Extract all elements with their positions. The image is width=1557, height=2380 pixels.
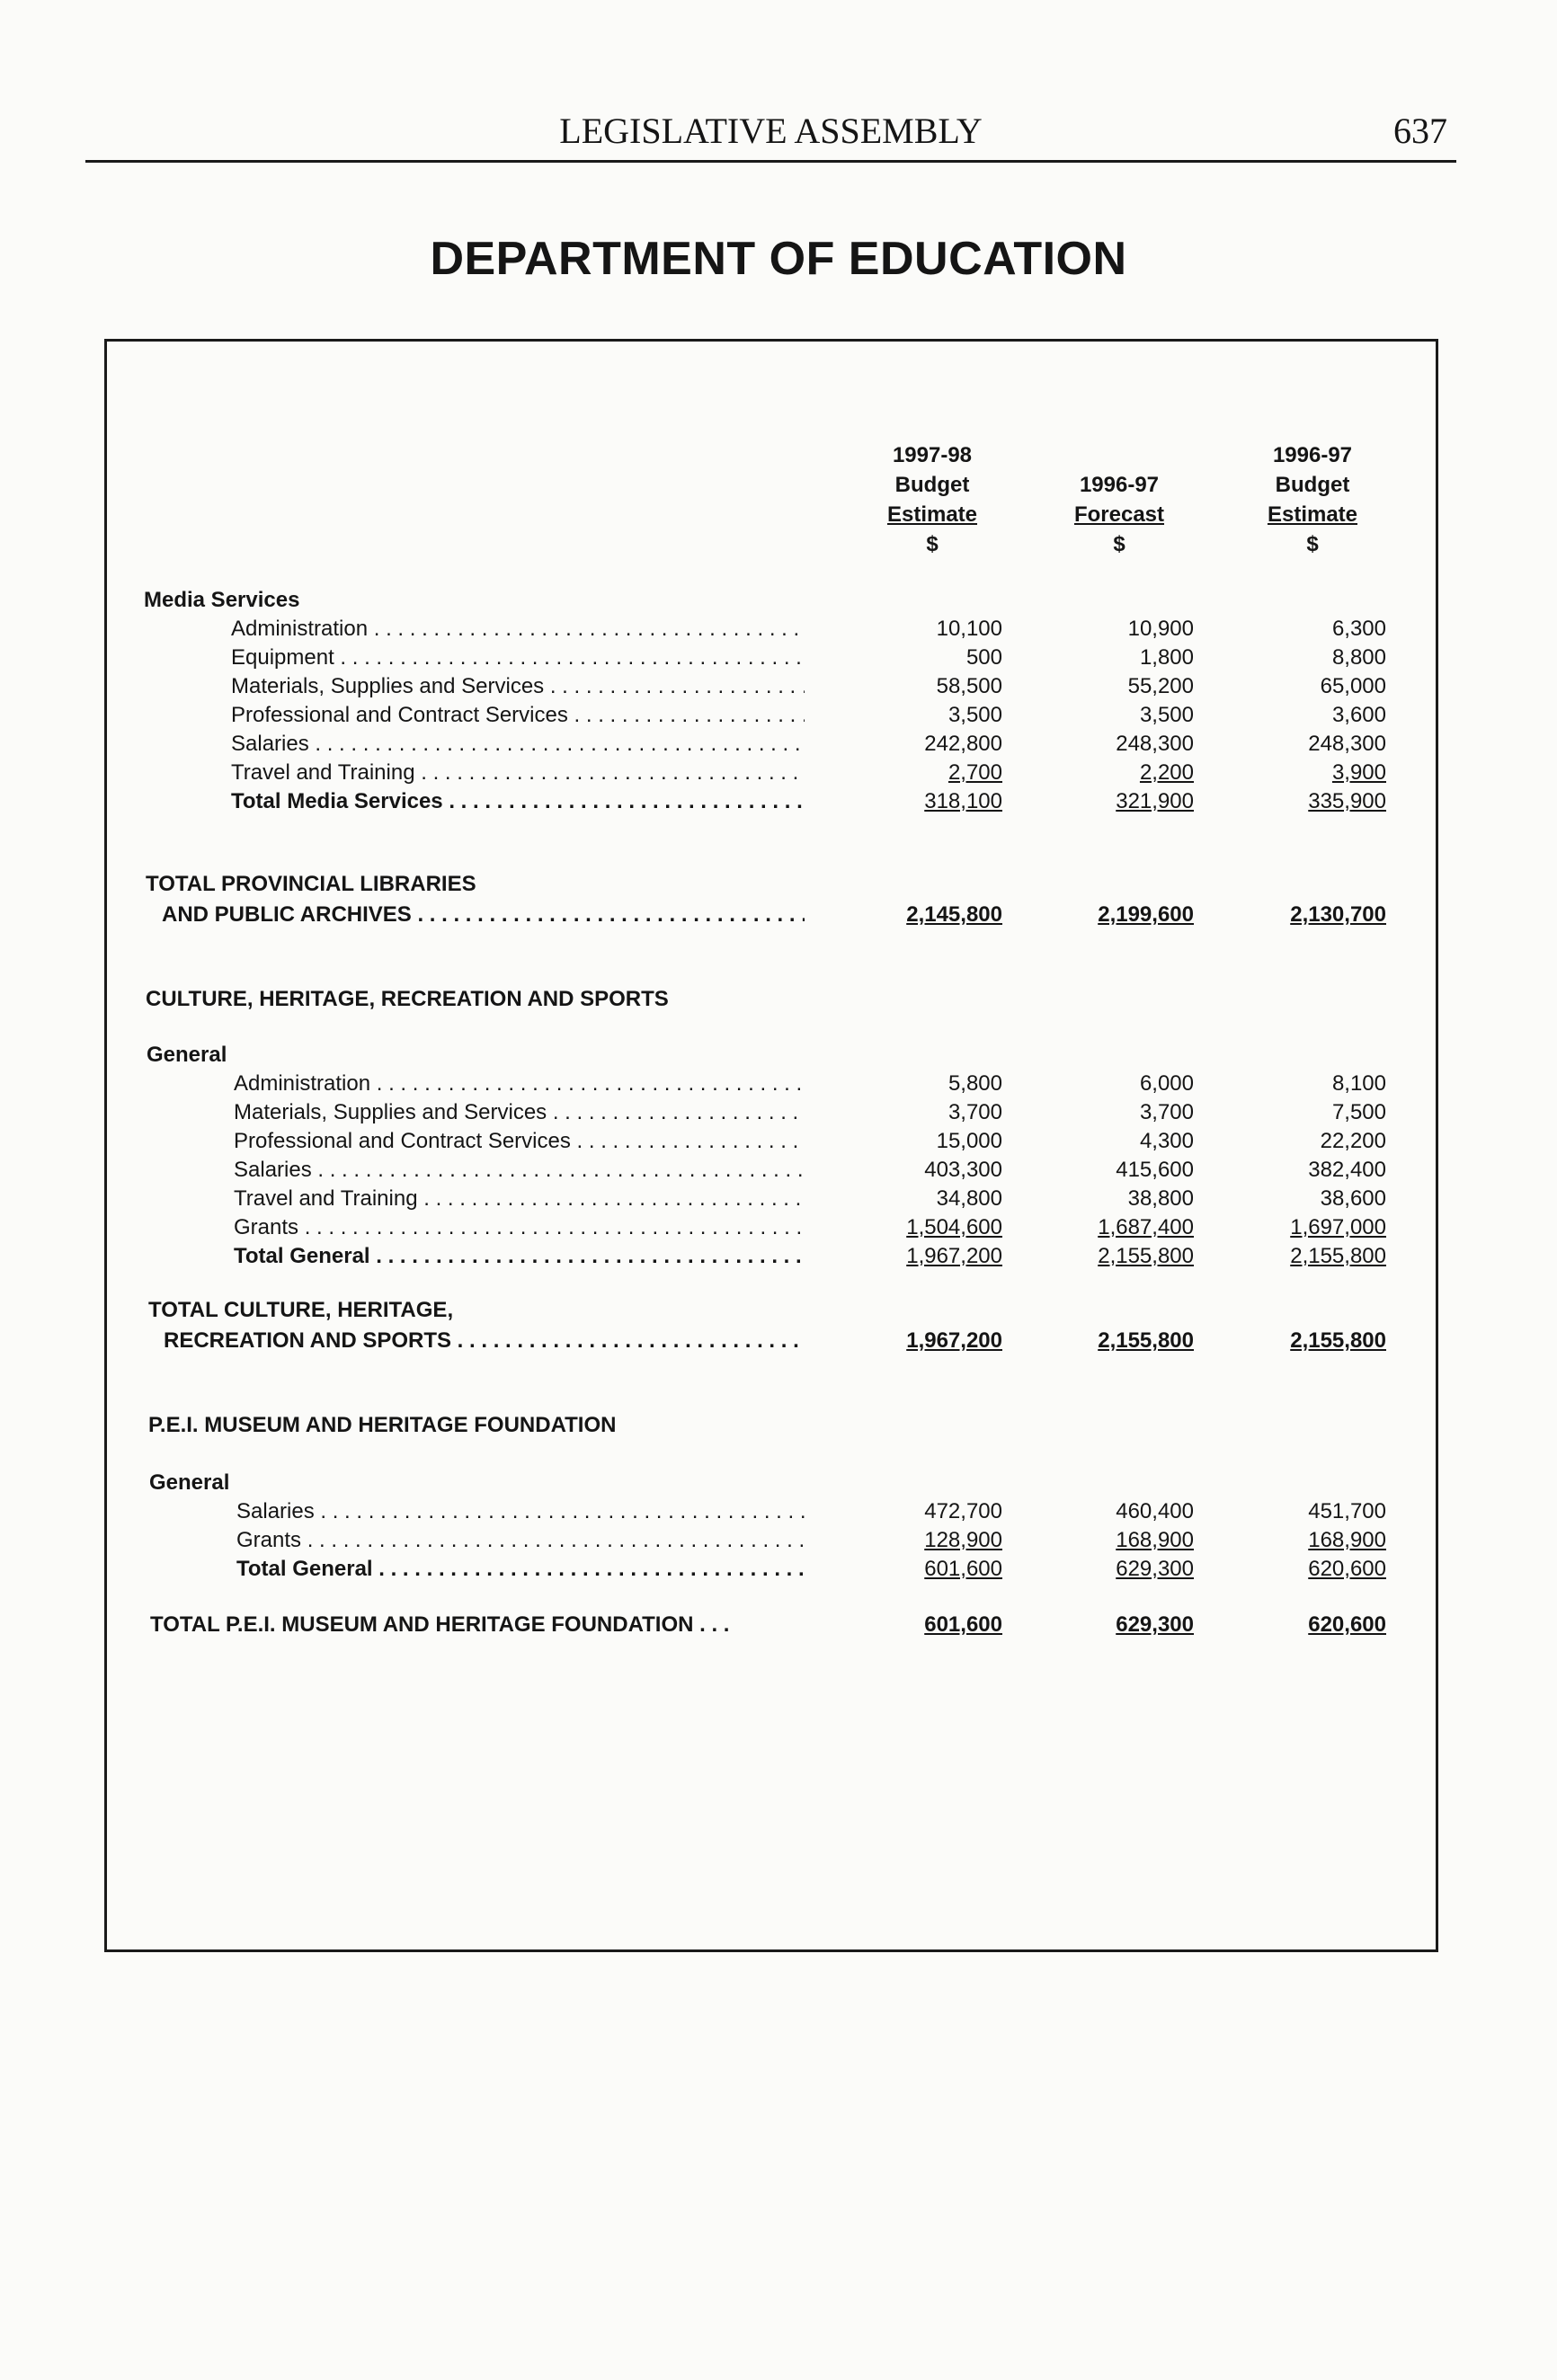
table-row <box>0 759 1557 787</box>
column-unit: $ <box>926 532 939 556</box>
total-heading-line <box>0 1296 1557 1325</box>
value-1996-97-forecast: 460,400 <box>1116 1499 1194 1523</box>
section-heading-culture <box>0 985 1557 1014</box>
value-1997-98-estimate: 2,700 <box>948 760 1002 785</box>
value-1996-97-forecast: 2,155,800 <box>1098 1328 1194 1353</box>
value-1996-97-estimate: 3,900 <box>1331 760 1386 785</box>
row-label: Travel and Training . . . <box>234 1185 805 1213</box>
section-heading-label: P.E.I. MUSEUM AND HERITAGE FOUNDATION <box>148 1413 617 1437</box>
value-1996-97-estimate: 2,155,800 <box>1290 1328 1386 1353</box>
section-heading-label: Media Services <box>144 588 300 612</box>
column-unit: $ <box>1113 532 1125 556</box>
value-1996-97-estimate: 6,300 <box>1331 617 1386 641</box>
value-1996-97-estimate: 2,155,800 <box>1290 1244 1386 1268</box>
table-row <box>0 1526 1557 1555</box>
grand-total-row <box>0 1611 1557 1639</box>
value-1997-98-estimate: 601,600 <box>924 1557 1002 1581</box>
value-1996-97-forecast: 2,200 <box>1139 760 1194 785</box>
value-1996-97-estimate: 65,000 <box>1320 674 1386 698</box>
value-1996-97-estimate: 248,300 <box>1308 732 1386 756</box>
column-unit: $ <box>1306 532 1319 556</box>
table-row <box>0 1070 1557 1098</box>
value-1996-97-forecast: 1,687,400 <box>1098 1215 1194 1239</box>
subsection-heading-label: General <box>147 1043 227 1067</box>
value-1996-97-forecast: 2,199,600 <box>1098 902 1194 927</box>
section-heading-media-services <box>0 586 1557 615</box>
total-heading-line <box>0 870 1557 899</box>
value-1996-97-forecast: 3,500 <box>1139 703 1194 727</box>
row-label: TOTAL CULTURE, HERITAGE, <box>148 1298 454 1322</box>
value-1996-97-estimate: 168,900 <box>1308 1528 1386 1552</box>
row-label: Total General . . . <box>236 1555 805 1584</box>
value-1997-98-estimate: 34,800 <box>936 1186 1002 1211</box>
value-1996-97-forecast: 10,900 <box>1127 617 1194 641</box>
value-1997-98-estimate: 58,500 <box>936 674 1002 698</box>
section-heading-label: CULTURE, HERITAGE, RECREATION AND SPORTS <box>146 987 669 1011</box>
value-1997-98-estimate: 5,800 <box>948 1071 1002 1096</box>
row-label: Materials, Supplies and Services . . . <box>231 672 805 701</box>
value-1996-97-forecast: 168,900 <box>1116 1528 1194 1552</box>
row-label: TOTAL PROVINCIAL LIBRARIES <box>146 872 476 896</box>
row-label: Grants . . . <box>236 1526 805 1555</box>
column-header-line: 1996-97 <box>1272 443 1353 467</box>
column-header-line: Forecast <box>1073 502 1165 527</box>
value-1996-97-forecast: 38,800 <box>1127 1186 1194 1211</box>
value-1996-97-estimate: 1,697,000 <box>1290 1215 1386 1239</box>
value-1997-98-estimate: 15,000 <box>936 1129 1002 1153</box>
column-header-line <box>1029 440 1209 470</box>
value-1997-98-estimate: 242,800 <box>924 732 1002 756</box>
value-1996-97-estimate: 620,600 <box>1308 1612 1386 1637</box>
row-label: Materials, Supplies and Services . . . <box>234 1098 805 1127</box>
row-label: Salaries . . . <box>236 1497 805 1526</box>
value-1996-97-estimate: 620,600 <box>1308 1557 1386 1581</box>
value-1997-98-estimate: 403,300 <box>924 1158 1002 1182</box>
table-row <box>0 672 1557 701</box>
row-label: Administration . . . <box>231 615 805 644</box>
column-header-1997-98-budget-estimate <box>842 440 1022 559</box>
column-header-line: Budget <box>1275 473 1350 497</box>
value-1997-98-estimate: 601,600 <box>924 1612 1002 1637</box>
row-label: AND PUBLIC ARCHIVES . . . <box>162 901 805 929</box>
value-1996-97-estimate: 8,800 <box>1331 645 1386 670</box>
row-label: TOTAL P.E.I. MUSEUM AND HERITAGE FOUNDATION . . . <box>150 1612 730 1637</box>
value-1996-97-forecast: 55,200 <box>1127 674 1194 698</box>
value-1997-98-estimate: 1,504,600 <box>906 1215 1002 1239</box>
value-1997-98-estimate: 1,967,200 <box>906 1328 1002 1353</box>
row-label: Travel and Training . . . <box>231 759 805 787</box>
table-row <box>0 644 1557 672</box>
row-label: Grants . . . <box>234 1213 805 1242</box>
table-row <box>0 1156 1557 1185</box>
section-heading-pei-museum <box>0 1411 1557 1440</box>
value-1997-98-estimate: 128,900 <box>924 1528 1002 1552</box>
grand-total-row <box>0 901 1557 929</box>
value-1997-98-estimate: 472,700 <box>924 1499 1002 1523</box>
table-row <box>0 1098 1557 1127</box>
table-row <box>0 1127 1557 1156</box>
value-1996-97-estimate: 451,700 <box>1308 1499 1386 1523</box>
running-head-title: LEGISLATIVE ASSEMBLY <box>559 111 983 151</box>
value-1996-97-estimate: 22,200 <box>1320 1129 1386 1153</box>
value-1997-98-estimate: 500 <box>965 645 1002 670</box>
value-1997-98-estimate: 3,500 <box>948 703 1002 727</box>
column-header-line: Estimate <box>886 502 978 527</box>
subtotal-row <box>0 787 1557 816</box>
table-row <box>0 1497 1557 1526</box>
value-1997-98-estimate: 10,100 <box>936 617 1002 641</box>
table-row <box>0 701 1557 730</box>
value-1996-97-forecast: 629,300 <box>1116 1557 1194 1581</box>
value-1996-97-forecast: 3,700 <box>1139 1100 1194 1124</box>
value-1996-97-estimate: 7,500 <box>1331 1100 1386 1124</box>
table-row <box>0 730 1557 759</box>
value-1997-98-estimate: 2,145,800 <box>906 902 1002 927</box>
table-row <box>0 1185 1557 1213</box>
value-1996-97-forecast: 321,900 <box>1116 789 1194 813</box>
table-row <box>0 1213 1557 1242</box>
table-row <box>0 615 1557 644</box>
row-label: Equipment . . . <box>231 644 805 672</box>
subsection-heading-label: General <box>149 1470 230 1495</box>
subsection-heading-general <box>0 1041 1557 1070</box>
running-head <box>85 110 1456 163</box>
row-label: Total Media Services . . . <box>231 787 805 816</box>
column-header-1996-97-forecast <box>1029 440 1209 559</box>
value-1996-97-forecast: 415,600 <box>1116 1158 1194 1182</box>
column-header-line: 1997-98 <box>892 443 973 467</box>
value-1996-97-estimate: 2,130,700 <box>1290 902 1386 927</box>
grand-total-row <box>0 1327 1557 1355</box>
value-1996-97-estimate: 335,900 <box>1308 789 1386 813</box>
column-header-line: Budget <box>894 473 970 497</box>
row-label: Administration . . . <box>234 1070 805 1098</box>
value-1997-98-estimate: 3,700 <box>948 1100 1002 1124</box>
subtotal-row <box>0 1242 1557 1271</box>
value-1996-97-forecast: 6,000 <box>1139 1071 1194 1096</box>
column-header-line: 1996-97 <box>1079 473 1160 497</box>
value-1997-98-estimate: 318,100 <box>924 789 1002 813</box>
value-1996-97-estimate: 3,600 <box>1331 703 1386 727</box>
value-1997-98-estimate: 1,967,200 <box>906 1244 1002 1268</box>
row-label: Professional and Contract Services . . . <box>234 1127 805 1156</box>
value-1996-97-forecast: 1,800 <box>1139 645 1194 670</box>
page-number: 637 <box>1393 111 1447 151</box>
value-1996-97-forecast: 2,155,800 <box>1098 1244 1194 1268</box>
value-1996-97-estimate: 38,600 <box>1320 1186 1386 1211</box>
subsection-heading-general <box>0 1469 1557 1497</box>
row-label: Total General . . . <box>234 1242 805 1271</box>
value-1996-97-forecast: 629,300 <box>1116 1612 1194 1637</box>
subtotal-row <box>0 1555 1557 1584</box>
row-label: RECREATION AND SPORTS . . . <box>164 1327 805 1355</box>
value-1996-97-forecast: 248,300 <box>1116 732 1194 756</box>
column-header-1996-97-budget-estimate <box>1223 440 1402 559</box>
department-title: DEPARTMENT OF EDUCATION <box>430 233 1127 285</box>
value-1996-97-estimate: 8,100 <box>1331 1071 1386 1096</box>
value-1996-97-forecast: 4,300 <box>1139 1129 1194 1153</box>
row-label: Salaries . . . <box>231 730 805 759</box>
row-label: Professional and Contract Services . . . <box>231 701 805 730</box>
column-header-line: Estimate <box>1267 502 1358 527</box>
value-1996-97-estimate: 382,400 <box>1308 1158 1386 1182</box>
row-label: Salaries . . . <box>234 1156 805 1185</box>
